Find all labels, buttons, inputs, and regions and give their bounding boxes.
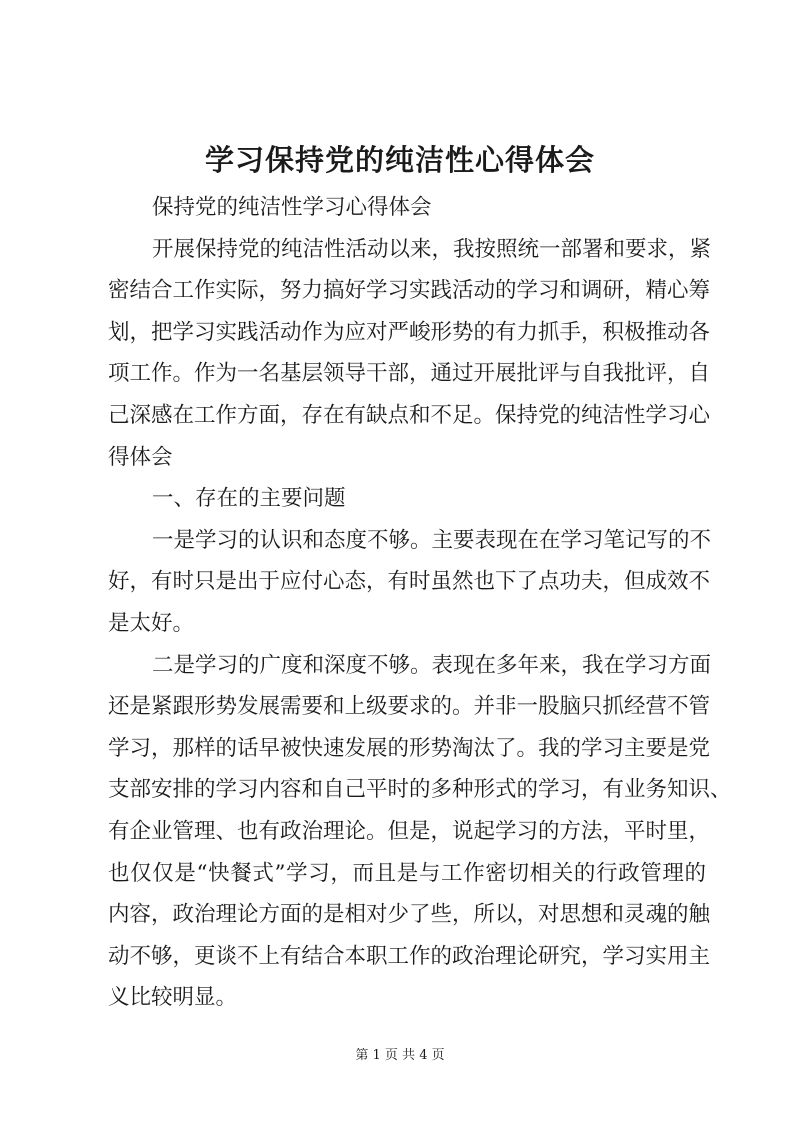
text-line: 内容，政治理论方面的是相对少了些，所以，对思想和灵魂的触 bbox=[108, 902, 711, 928]
paragraph bbox=[108, 229, 712, 479]
text-line: 一是学习的认识和态度不够。主要表现在在学习笔记写的不 bbox=[152, 527, 712, 553]
page-footer: 第 1 页 共 4 页 bbox=[355, 1048, 445, 1063]
text-line: 有企业管理、也有政治理论。但是，说起学习的方法，平时里， bbox=[108, 818, 711, 844]
document-title: 学习保持党的纯洁性心得体会 bbox=[204, 143, 595, 177]
paragraph bbox=[108, 478, 706, 520]
text-line: 动不够，更谈不上有结合本职工作的政治理论研究，学习实用主 bbox=[108, 943, 711, 969]
text-line: 好，有时只是出于应付心态，有时虽然也下了点功夫，但成效不 bbox=[108, 569, 711, 595]
text-line: 学习，那样的话早被快速发展的形势淘汰了。我的学习主要是党 bbox=[108, 735, 711, 761]
text-line: 也仅仅是“快餐式”学习，而且是与工作密切相关的行政管理的 bbox=[108, 860, 706, 886]
text-line: 支部安排的学习内容和自己平时的多种形式的学习，有业务知识、 bbox=[108, 777, 732, 803]
text-line: 开展保持党的纯洁性活动以来，我按照统一部署和要求，紧 bbox=[152, 236, 712, 262]
text-line: 划，把学习实践活动作为应对严峻形势的有力抓手，积极推动各 bbox=[108, 319, 711, 345]
text-line: 还是紧跟形势发展需要和上级要求的。并非一股脑只抓经营不管 bbox=[108, 694, 711, 720]
text-line: 己深感在工作方面，存在有缺点和不足。保持党的纯洁性学习心 bbox=[108, 402, 711, 428]
text-line: 得体会 bbox=[108, 444, 173, 470]
paragraph bbox=[108, 187, 706, 229]
text-line: 是太好。 bbox=[108, 610, 195, 636]
text-line: 密结合工作实际，努力搞好学习实践活动的学习和调研，精心筹 bbox=[108, 278, 711, 304]
paragraph bbox=[108, 645, 732, 1019]
text-line: 义比较明显。 bbox=[108, 985, 238, 1011]
text-line: 保持党的纯洁性学习心得体会 bbox=[152, 195, 432, 220]
text-line: 一、存在的主要问题 bbox=[152, 486, 346, 512]
text-line: 项工作。作为一名基层领导干部，通过开展批评与自我批评，自 bbox=[108, 361, 711, 387]
paragraph bbox=[108, 520, 712, 645]
document-body bbox=[108, 187, 732, 1019]
text-line: 二是学习的广度和深度不够。表现在多年来，我在学习方面 bbox=[152, 652, 712, 678]
